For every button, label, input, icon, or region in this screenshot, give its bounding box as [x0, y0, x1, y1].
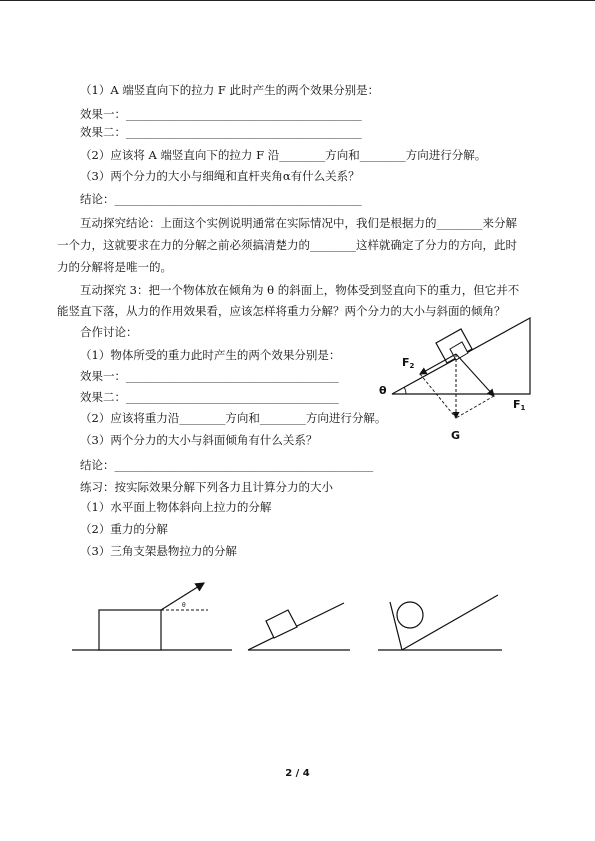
exploration-3-line1: 互动探究 3：把一个物体放在倾角为 θ 的斜面上，物体受到竖直向下的重力，但它并不	[80, 283, 520, 297]
f1-label: F1	[513, 398, 526, 412]
exercise-figures	[60, 570, 530, 660]
f2-vector	[420, 354, 456, 374]
box-on-ground	[99, 610, 161, 650]
exercise-item-1: （1）水平面上物体斜向上拉力的分解	[80, 500, 272, 514]
dashed-line-1	[420, 374, 456, 418]
discussion-effect-two-blank: 效果二：_____________________________________	[80, 390, 339, 404]
g-label: G	[451, 429, 461, 442]
discussion-question-2: （2）应该将重力沿________方向和________方向进行分解。	[80, 411, 387, 425]
discussion-conclusion-blank: 结论：_____________________________________________	[80, 458, 374, 472]
block-on-incline-2	[266, 610, 297, 638]
page-number: 2 / 4	[285, 768, 310, 779]
f2-label: F2	[402, 356, 415, 370]
theta-arc	[404, 387, 406, 394]
interactive-conclusion-line2: 一个力，这就要求在力的分解之前必须搞清楚力的________这样就确定了分力的方向，此时	[57, 238, 517, 252]
dashed-line-2	[456, 396, 494, 418]
question-1-text: （1）A 端竖直向下的拉力 F 此时产生的两个效果分别是：	[80, 83, 380, 97]
exercise-figure-2	[248, 603, 350, 650]
interactive-conclusion-line3: 力的分解将是唯一的。	[57, 260, 172, 274]
exercise-item-2: （2）重力的分解	[80, 522, 168, 536]
conclusion-blank: 结论：___________________________________________	[80, 192, 362, 206]
exercise-figure-1	[72, 583, 232, 650]
f1-vector	[456, 354, 494, 396]
theta-label: θ	[379, 384, 387, 397]
discussion-question-1: （1）物体所受的重力此时产生的两个效果分别是：	[80, 348, 341, 362]
cooperative-discussion-heading: 合作讨论：	[80, 325, 138, 339]
interactive-conclusion-line1: 互动探究结论：上面这个实例说明通常在实际情况中，我们是根据力的________来分解	[80, 216, 517, 230]
pull-angle-label: θ	[182, 602, 186, 609]
block-on-incline	[436, 329, 472, 363]
exploration-3-line2: 能竖直下落，从力的作用效果看，应该怎样将重力分解？两个分力的大小与斜面的倾角？	[57, 304, 506, 318]
question-3-text: （3）两个分力的大小与细绳和直杆夹角α有什么关系？	[80, 169, 360, 183]
exercise-figure-3	[378, 595, 502, 650]
effect-two-blank: 效果二：_________________________________________	[80, 125, 362, 139]
page-top-rule	[0, 0, 595, 1]
question-2-text: （2）应该将 A 端竖直向下的拉力 F 沿________方向和________方向进行分解。	[80, 148, 487, 162]
ball	[397, 602, 423, 628]
incline-force-diagram	[370, 312, 540, 452]
discussion-effect-one-blank: 效果一：_____________________________________	[80, 369, 339, 383]
effect-one-blank: 效果一：_________________________________________	[80, 107, 362, 121]
discussion-question-3: （3）两个分力的大小与斜面倾角有什么关系？	[80, 433, 318, 447]
exercise-item-3: （3）三角支架悬物拉力的分解	[80, 544, 237, 558]
exercise-heading: 练习：按实际效果分解下列各力且计算分力的大小	[80, 480, 333, 494]
